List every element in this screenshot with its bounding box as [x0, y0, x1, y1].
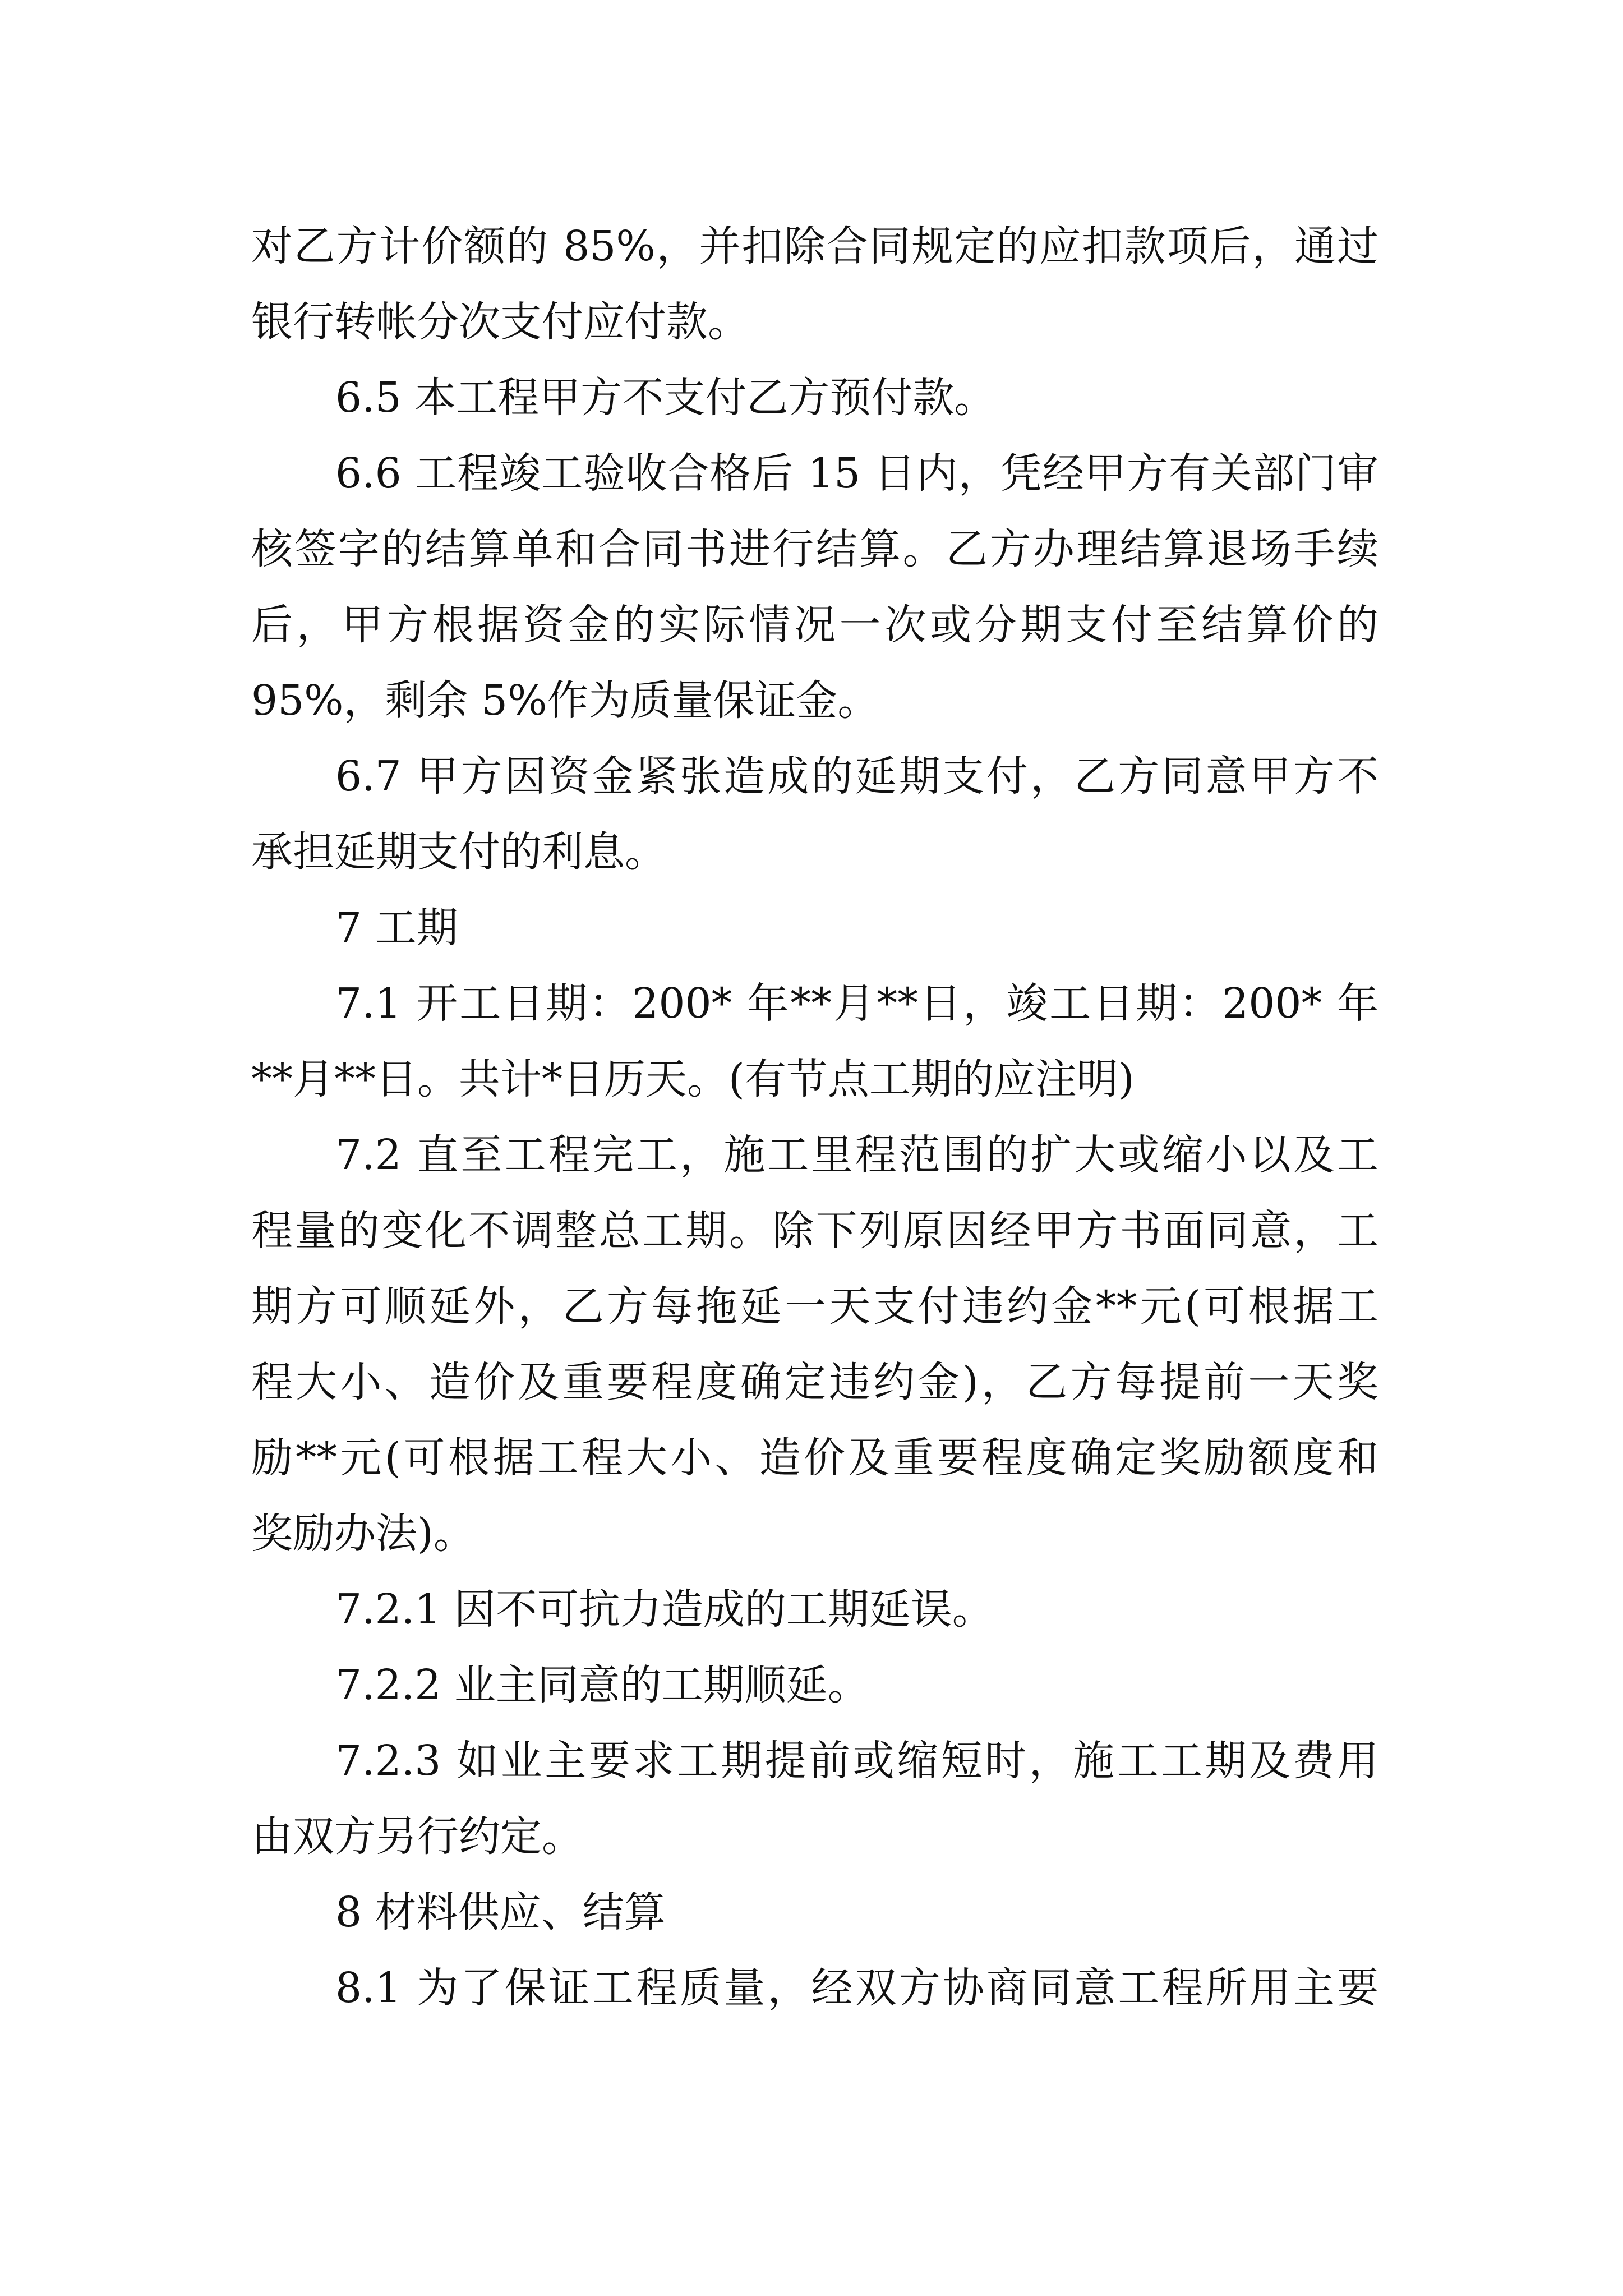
paragraph-line: 6.6 工程竣工验收合格后 15 日内，凭经甲方有关部门审: [335, 449, 1378, 498]
paragraph-line: 核签字的结算单和合同书进行结算。乙方办理结算退场手续: [251, 525, 1378, 573]
paragraph-line: 程大小、造价及重要程度确定违约金)，乙方每提前一天奖: [251, 1358, 1378, 1406]
paragraph-line: **月**日。共计*日历天。(有节点工期的应注明): [251, 1055, 1135, 1103]
paragraph-line: 6.5 本工程甲方不支付乙方预付款。: [335, 374, 996, 422]
paragraph-line: 7.2.2 业主同意的工期顺延。: [335, 1661, 869, 1709]
paragraph-line: 承担延期支付的利息。: [251, 828, 666, 876]
paragraph-line: 对乙方计价额的 85%，并扣除合同规定的应扣款项后，通过: [251, 222, 1378, 270]
paragraph-line: 后，甲方根据资金的实际情况一次或分期支付至结算价的: [251, 601, 1378, 649]
paragraph-line: 奖励办法)。: [251, 1510, 475, 1558]
paragraph-line: 7.2.1 因不可抗力造成的工期延误。: [335, 1585, 994, 1634]
paragraph-line: 励**元(可根据工程大小、造价及重要程度确定奖励额度和: [251, 1434, 1378, 1482]
paragraph-line: 7.2 直至工程完工，施工里程范围的扩大或缩小以及工: [335, 1131, 1378, 1179]
paragraph-line: 7.1 开工日期：200* 年**月**日，竣工日期：200* 年: [335, 979, 1378, 1028]
paragraph-line: 期方可顺延外，乙方每拖延一天支付违约金**元(可根据工: [251, 1282, 1378, 1331]
document-body: [251, 209, 1378, 2026]
paragraph-line: 7.2.3 如业主要求工期提前或缩短时，施工工期及费用: [335, 1737, 1378, 1785]
paragraph-line: 8.1 为了保证工程质量，经双方协商同意工程所用主要: [335, 1964, 1378, 2012]
paragraph-line: 6.7 甲方因资金紧张造成的延期支付，乙方同意甲方不: [335, 752, 1378, 800]
paragraph-line: 银行转帐分次支付应付款。: [251, 298, 749, 346]
section-heading: 7 工期: [335, 904, 458, 952]
paragraph-line: 由双方另行约定。: [251, 1812, 583, 1861]
paragraph-line: 程量的变化不调整总工期。除下列原因经甲方书面同意，工: [251, 1207, 1378, 1255]
section-heading: 8 材料供应、结算: [335, 1888, 666, 1936]
paragraph-line: 95%，剩余 5%作为质量保证金。: [251, 677, 879, 725]
